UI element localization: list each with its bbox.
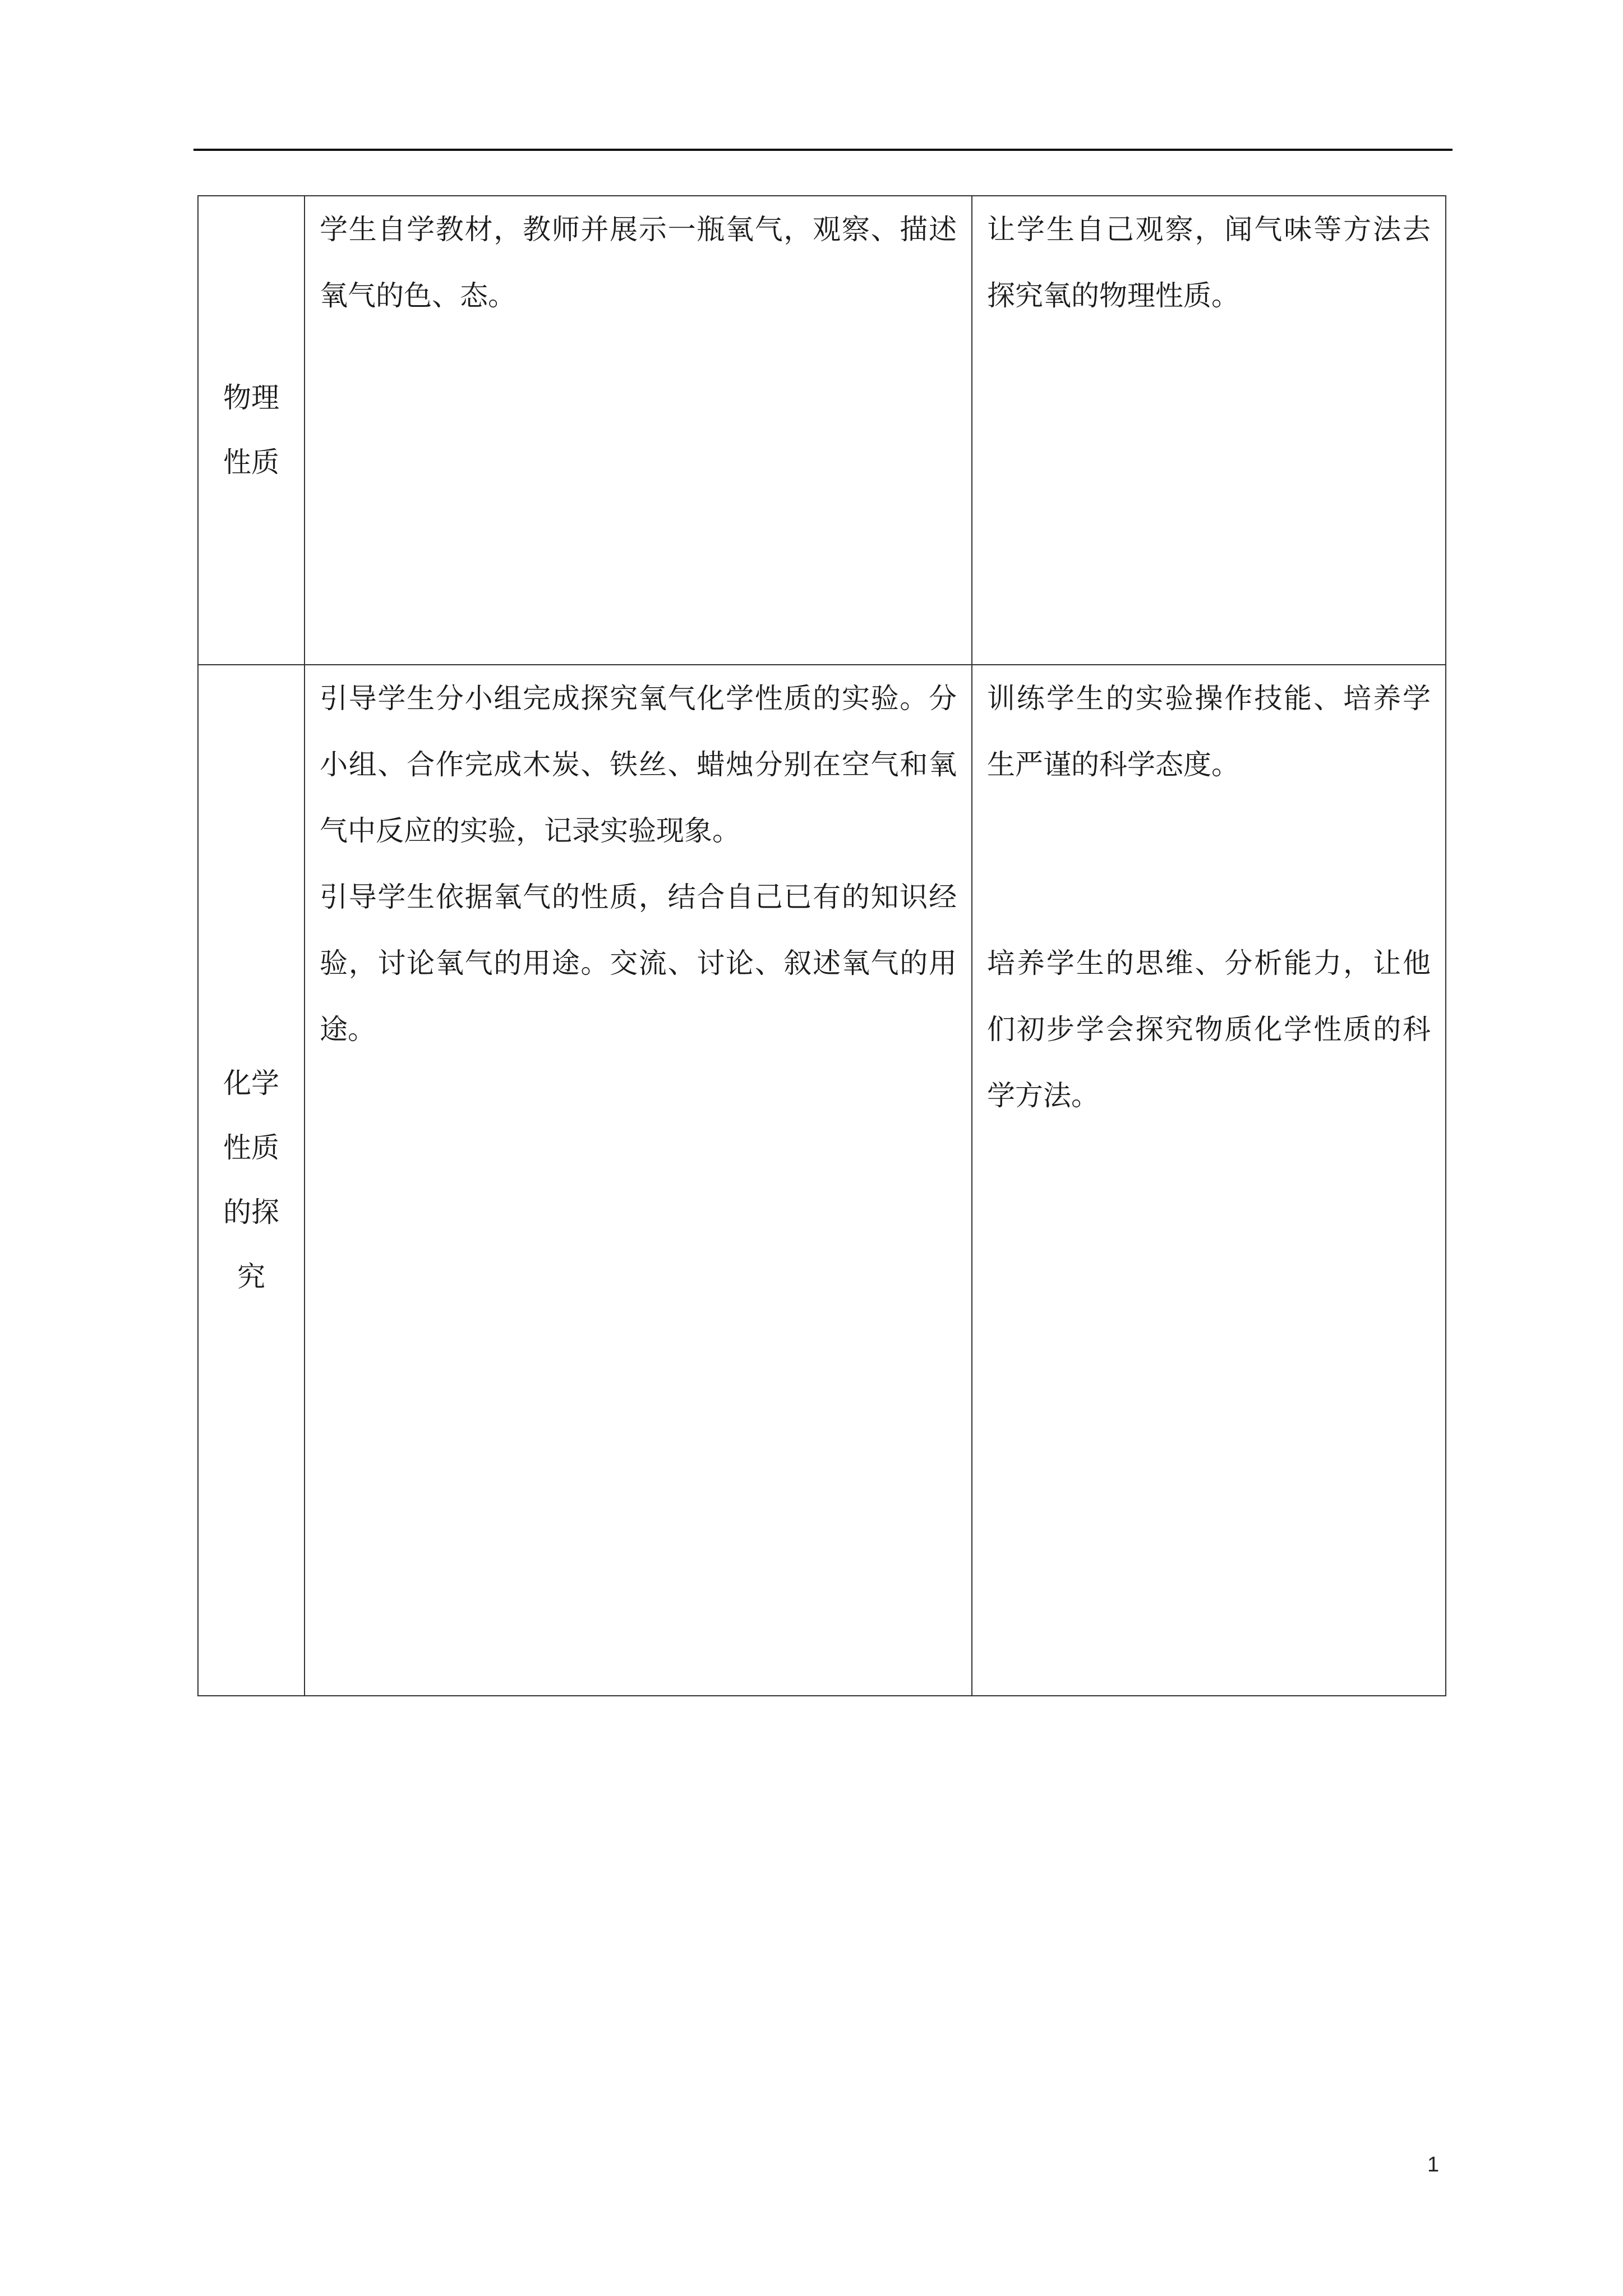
row-label-cell: [198, 665, 305, 1696]
header-rule: [193, 149, 1453, 151]
table-row-chemical-properties: [198, 665, 1446, 1696]
intent-text: 培养学生的思维、分析能力，让他们初步学会探究物质化学性质的科学方法。: [987, 947, 1431, 1112]
activity-cell: [305, 196, 972, 665]
row-label-line: 物理: [223, 381, 279, 414]
row-label-line: 的探: [223, 1196, 279, 1228]
row-label-line: 究: [237, 1260, 265, 1293]
row-label-cell: [198, 196, 305, 665]
table-row-physical-properties: [198, 196, 1446, 665]
intent-text: 训练学生的实验操作技能、培养学生严谨的科学态度。: [987, 682, 1431, 781]
intent-cell: [972, 196, 1446, 665]
activity-text: 引导学生分小组完成探究氧气化学性质的实验。分小组、合作完成木炭、铁丝、蜡烛分别在空气和氧气中反应的实验，记录实验现象。: [320, 682, 957, 847]
activity-text: 引导学生依据氧气的性质，结合自己已有的知识经验，讨论氧气的用途。交流、讨论、叙述氧气的用途。: [320, 881, 957, 1046]
intent-cell: [972, 665, 1446, 1696]
page-number: 1: [1427, 2153, 1440, 2177]
row-label-line: 化学: [223, 1067, 279, 1099]
row-label-line: 性质: [223, 1131, 279, 1164]
activity-text: 学生自学教材，教师并展示一瓶氧气，观察、描述氧气的色、态。: [320, 213, 957, 312]
intent-text: 让学生自己观察，闻气味等方法去探究氧的物理性质。: [987, 213, 1431, 312]
row-label-line: 性质: [223, 446, 279, 478]
activity-cell: [305, 665, 972, 1696]
lesson-table: [197, 195, 1446, 1696]
